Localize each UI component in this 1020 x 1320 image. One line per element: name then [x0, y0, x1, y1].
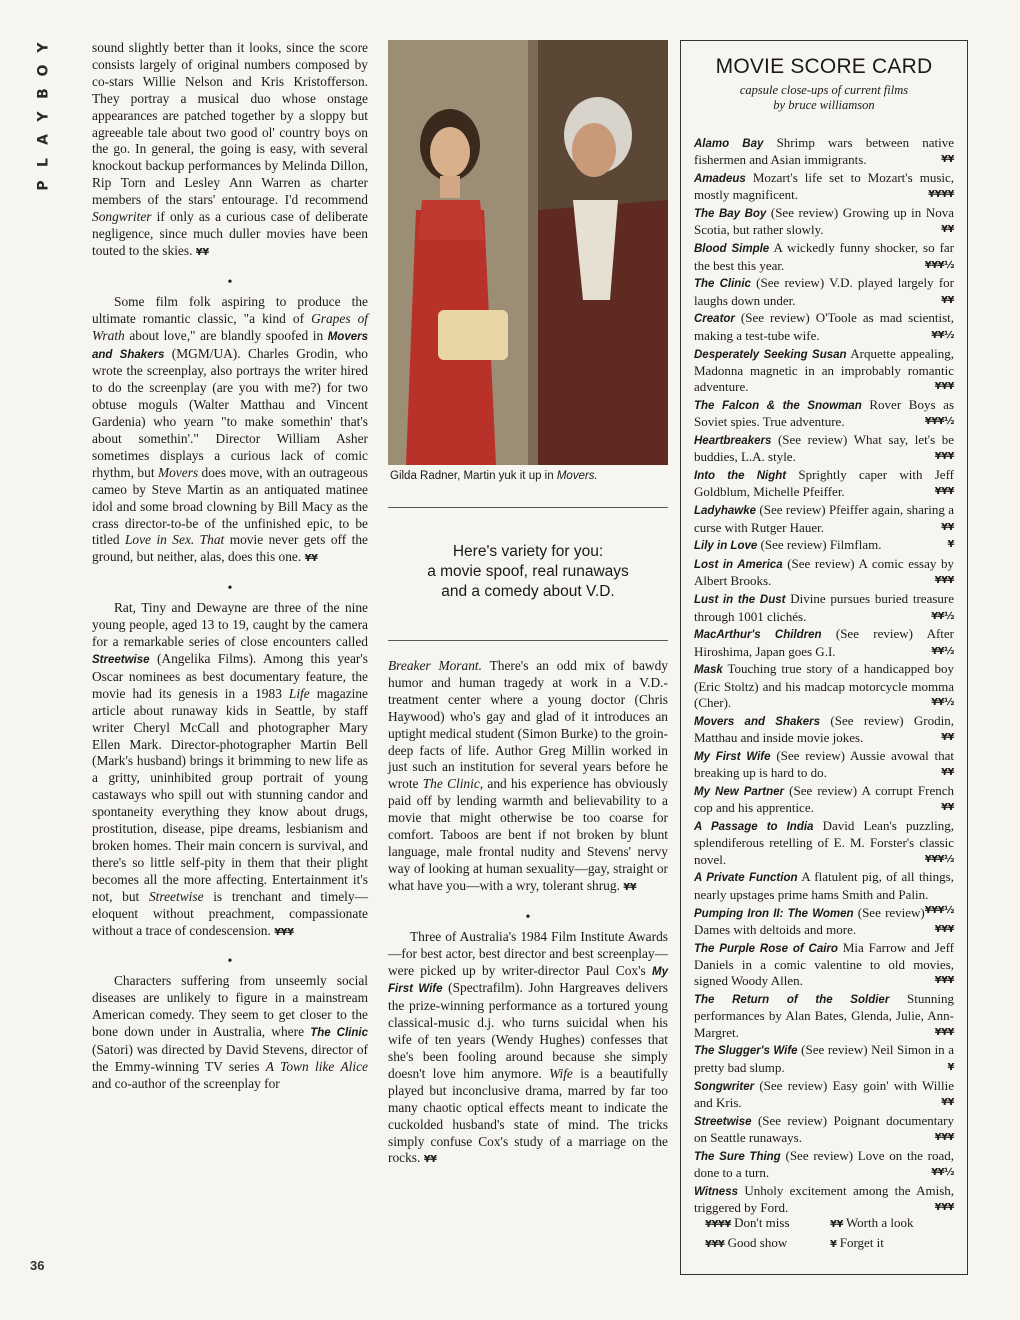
entry-title: The Bay Boy [694, 208, 767, 221]
entry-rating: ¥¥½ [931, 610, 954, 622]
entry-rating: ¥ [947, 539, 954, 551]
entry-title: The Falcon & the Snowman [694, 399, 862, 412]
scorecard-entry [694, 346, 954, 396]
entry-title: A Passage to India [694, 821, 814, 834]
entry-rating: ¥ [947, 1061, 954, 1073]
legend-label: Good show [727, 1235, 788, 1250]
scorecard-entry [694, 1113, 954, 1147]
entry-text: (See review) V.D. played largely for laughs down under. [694, 275, 955, 308]
section-bullet: • [227, 274, 233, 290]
scorecard-entry [694, 205, 954, 239]
scorecard-entry [694, 310, 954, 344]
entry-rating: ¥¥¥¥ [928, 189, 954, 201]
scorecard-entry [694, 1183, 954, 1217]
scorecard-entry [694, 591, 954, 625]
photo-illustration [388, 40, 668, 465]
entry-rating: ¥¥¥ [934, 381, 954, 393]
entry-text: Shrimp wars between native fishermen and Asian immigrants. [694, 135, 955, 168]
paragraph: Some film folk aspiring to produce the ultimate romantic classic, "a kind of Grapes of Wrath about love," are blandly spoofed in Movers and Shakers (MGM/UA). Charles Grodin, who wrote the screenplay, also portrays the writer hired to do the screenplay (are you with me?) for two obtuse moguls (Walter Matthau and Vincent Gardenia) who yearn "to make somethin' that's about somethin'." Director William Asher sometimes displays a curious lack of comic rhythm, but Movers does move, with an outrageous cameo by Steve Martin as an antiquated matinee idol and some broad clowning by Bill Macy as the crass director-to-be of the unfinished epic, to be titled Love in Sex. That movie never gets off the ground, but neither, alas, does this one. ¥¥ [92, 293, 368, 565]
entry-title: Mask [694, 664, 723, 677]
section-bullet: • [227, 954, 233, 970]
entry-text: Stunning performances by Alan Bates, Glenda, Julie, Ann-Margret. [694, 991, 954, 1040]
movie-still-photo [388, 40, 668, 465]
entry-rating: ¥¥¥½ [924, 259, 954, 271]
movie-score-card [680, 40, 968, 1275]
entry-text: (See review) After Hiroshima, Japan goes G.I. [694, 626, 954, 659]
entry-text: (See review) Poignant documentary on Seattle runaways. [694, 1112, 955, 1145]
entry-rating: ¥¥¥ [934, 975, 954, 987]
entry-rating: ¥¥ [941, 802, 954, 814]
entry-text: Touching true story of a handicapped boy (Eric Stoltz) and his madcap motorcycle momma (Cher). [694, 661, 954, 710]
masthead-letter: L [35, 158, 52, 167]
entry-title: Into the Night [694, 470, 787, 483]
masthead-letter: P [35, 180, 52, 191]
entry-rating: ¥¥¥ [934, 575, 954, 587]
scorecard-entry [694, 783, 954, 817]
photo-caption: Gilda Radner, Martin yuk it up in Movers. [390, 470, 598, 482]
entry-title: Songwriter [694, 1080, 755, 1093]
entry-text: (See review) Dames with deltoids and more. [694, 904, 925, 937]
entry-rating: ¥¥¥ [934, 486, 954, 498]
scorecard-entry [694, 818, 954, 868]
entry-title: Alamo Bay [694, 138, 764, 150]
scorecard-entry [694, 537, 954, 554]
entry-text: (See review) Filmflam. [760, 537, 882, 553]
entry-text: (See review) Love on the road, done to a turn. [694, 1147, 955, 1181]
entry-title: Movers and Shakers [694, 715, 821, 728]
entry-rating: ¥¥¥½ [924, 905, 954, 917]
scorecard-entry [694, 1078, 954, 1112]
entry-rating: ¥¥ [941, 521, 954, 533]
article-column-1 [92, 40, 368, 1093]
section-bullet: • [525, 909, 531, 925]
entry-title: My New Partner [694, 785, 785, 798]
scorecard-entry [694, 275, 954, 309]
entry-title: Desperately Seeking Susan [694, 348, 847, 361]
entry-text: (See review) Growing up in Nova Scotia, but rather slowly. [694, 205, 954, 238]
legend-label: Don't miss [734, 1215, 790, 1230]
entry-title: Heartbreakers [694, 435, 772, 448]
scorecard-entry [694, 502, 954, 536]
entry-rating: ¥¥½ [931, 645, 954, 657]
masthead-letter: B [35, 88, 52, 99]
entry-title: The Sure Thing [694, 1150, 781, 1163]
scorecard-subtitle [694, 83, 954, 113]
pull-quote-line: and a comedy about V.D. [441, 583, 615, 600]
pull-quote-line: Here's variety for you: [452, 543, 604, 560]
legend-item [705, 1214, 830, 1234]
entry-rating: ¥¥¥½ [924, 853, 954, 865]
entry-rating: ¥¥ [941, 294, 954, 306]
scorecard-entry [694, 661, 954, 711]
legend-stars: ¥¥¥ [705, 1239, 725, 1250]
section-bullet: • [227, 581, 233, 597]
page-number: 36 [30, 1258, 45, 1273]
scorecard-title: MOVIE SCORE CARD [715, 55, 933, 78]
magazine-masthead [24, 36, 64, 197]
legend-stars: ¥¥ [830, 1219, 843, 1230]
scorecard-entry [694, 1042, 954, 1076]
masthead-letter: Y [35, 42, 52, 53]
entry-text: (See review) A comic essay by Albert Brooks. [694, 556, 954, 589]
entry-text: (See review) Pfeiffer again, sharing a curse with Rutger Hauer. [694, 502, 955, 535]
entry-title: Lily in Love [694, 540, 758, 553]
entry-title: My First Wife [694, 750, 771, 763]
scorecard-entry [694, 713, 954, 747]
entry-title: Ladyhawke [694, 505, 756, 518]
entry-text: (See review) Grodin, Matthau and inside movie jokes. [694, 712, 954, 746]
masthead-letter: A [35, 134, 52, 145]
entry-title: Amadeus [694, 173, 746, 186]
entry-text: Rover Boys as Soviet spies. True adventure. [694, 396, 955, 430]
entry-title: The Return of the Soldier [694, 994, 890, 1007]
paragraph: sound slightly better than it looks, since the score consists largely of original numbers composed by co-stars Willie Nelson and Kris Kristofferson. They portray a musical duo whose onstage appearances are patched together by a sloppy but agreeable tale about two good ol' country boys on the go. In general, the going is easy, with several knockout backup performances by Melinda Dillon, Rip Torn and Lesley Ann Warren as charter members of the stars' entourage. I'd recommend Songwriter if only as a curious case of deliberate negligence, since much duller movies have been touted to the skies. ¥¥ [92, 40, 368, 258]
entry-title: Streetwise [694, 1115, 752, 1128]
entry-rating: ¥¥½ [931, 329, 954, 341]
scorecard-entry [694, 556, 954, 590]
rating-legend [705, 1214, 955, 1254]
entry-text: Arquette appealing, Madonna magnetic in an improbably romantic adventure. [694, 345, 954, 395]
legend-stars: ¥ [830, 1239, 837, 1250]
entry-rating: ¥¥ [941, 224, 954, 236]
entry-rating: ¥¥½ [931, 1167, 954, 1179]
entry-title: Pumping Iron II: The Women [694, 907, 854, 920]
scorecard-entry [694, 467, 954, 501]
scorecard-entry [694, 626, 954, 660]
pull-quote [392, 542, 664, 602]
entry-text: Divine pursues buried treasure through 1001 clichés. [694, 591, 955, 624]
scorecard-entry [694, 1148, 954, 1182]
masthead-letter: Y [35, 111, 52, 122]
entry-rating: ¥¥½ [931, 697, 954, 708]
entry-title: Blood Simple [694, 243, 770, 256]
entry-rating: ¥¥¥ [934, 451, 954, 463]
article-column-2 [388, 658, 668, 1169]
entry-text: (See review) A corrupt French cop and his apprentice. [694, 782, 955, 816]
legend-item [830, 1214, 955, 1234]
entry-title: Witness [694, 1185, 738, 1198]
entry-text: (See review) What say, let's be buddies, L.A. style. [694, 432, 954, 465]
entry-rating: ¥¥¥½ [924, 416, 954, 428]
entry-rating: ¥¥ [941, 1096, 954, 1108]
entry-title: MacArthur's Children [694, 629, 822, 642]
entry-title: The Purple Rose of Cairo [694, 942, 838, 955]
entry-text: A flatulent pig, of all things, nearly upstages prime hams Smith and Palin. [694, 869, 954, 902]
entry-rating: ¥¥¥ [934, 1202, 954, 1214]
divider [388, 640, 668, 641]
scorecard-entry [694, 748, 954, 782]
legend-label: Forget it [839, 1235, 884, 1250]
entry-rating: ¥¥ [941, 767, 954, 779]
entry-rating: ¥¥¥ [934, 1131, 954, 1143]
entry-text: (See review) Easy goin' with Willie and Kris. [694, 1077, 954, 1110]
entry-text: Sprightly caper with Jeff Goldblum, Michelle Pfeiffer. [694, 467, 954, 500]
scorecard-entries [694, 135, 954, 1216]
entry-text: Mia Farrow and Jeff Daniels in a comic valentine to old movies, signed Woody Allen. [694, 939, 954, 989]
entry-title: Lust in the Dust [694, 594, 786, 607]
scorecard-entry [694, 397, 954, 431]
entry-title: Creator [694, 313, 735, 326]
entry-text: (See review) Aussie avowal that breaking up is hard to do. [694, 747, 954, 781]
entry-text: David Lean's puzzling, splendiferous retelling of E. M. Forster's classic novel. [694, 818, 954, 867]
entry-text: Mozart's life set to Mozart's music, mostly magnificent. [694, 170, 955, 203]
paragraph: Characters suffering from unseemly social diseases are unlikely to figure in a mainstream American comedy. They seem to get closer to the bone down under in Australia, where The Clinic (Satori) was directed by David Stevens, director of the Emmy-winning TV series A Town like Alice and co-author of the screenplay for [92, 973, 368, 1091]
entry-title: The Slugger's Wife [694, 1045, 798, 1058]
scorecard-entry [694, 170, 954, 204]
legend-item [830, 1234, 955, 1254]
scorecard-entry [694, 991, 954, 1041]
scorecard-entry [694, 940, 954, 990]
entry-text: A wickedly funny shocker, so far the best this year. [694, 240, 954, 273]
entry-rating: ¥¥¥ [934, 1026, 954, 1038]
entry-rating: ¥¥ [941, 154, 954, 166]
scorecard-entry [694, 240, 954, 274]
legend-stars: ¥¥¥¥ [705, 1219, 731, 1230]
paragraph: Three of Australia's 1984 Film Institute Awards—for best actor, best director and best screenplay—were picked up by writer-director Paul Cox's My First Wife (Spectrafilm). John Hargreaves delivers the prize-winning performance as a tortured young classical-music d.j. who turns suicidal when his wife of ten years (Wendy Hughes) confesses that she's been fooling around because she simply doesn't love him anymore. Wife is a beautifully played but inconclusive drama, marred by far too many chaotic optical effects meant to indicate the cuckolded husband's state of mind. The tricks simply confuse Cox's study of a marriage on the rocks. ¥¥ [388, 928, 668, 1166]
paragraph: Rat, Tiny and Dewayne are three of the nine young people, aged 13 to 19, caught by the camera for a remarkable series of close encounters called Streetwise (Angelika Films). Among this year's Oscar nominees as best documentary feature, the movie had its genesis in a 1983 Life magazine article about runaway kids in Seattle, by staff writer Cheryl McCall and photographer Mary Ellen Mark. Director-photographer Martin Bell (Mark's husband) brings it brimming to new life as a gritty, uninhibited group portrait of young castaways who spill out with stunning candor and spontaneity everything they know about drugs, prostitution, disease, pipe dreams, lesbianism and broken homes. Their main concern is survival, and there's so little self-pity in them that their plight becomes all the more affecting. Entertainment it's not, but Streetwise is trenchant and timely—eloquent without preachment, compassionate without a trace of condescension. ¥¥¥ [92, 600, 368, 938]
entry-rating: ¥¥ [941, 732, 954, 744]
scorecard-byline: by bruce williamson [773, 98, 875, 112]
entry-title: The Clinic [694, 278, 751, 291]
masthead-letter: O [35, 64, 52, 77]
entry-title: A Private Function [694, 872, 798, 885]
entry-text: Unholy excitement among the Amish, triggered by Ford. [694, 1182, 955, 1216]
entry-text: (See review) Neil Simon in a pretty bad slump. [694, 1042, 955, 1075]
scorecard-subtitle-line: capsule close-ups of current films [739, 83, 909, 97]
legend-label: Worth a look [845, 1215, 914, 1230]
paragraph: Breaker Morant. There's an odd mix of bawdy humor and human tragedy at work in a V.D.-treatment center where a young doctor (Chris Haywood) who's gay and glad of it introduces an uptight medical student (Simon Burke) to the groin-deep facts of life. Author Greg Millin worked in just such an institution for several years before he wrote The Clinic, and his experience has obviously paid off by lending warmth and believability to a movie that might otherwise be too coarse for comfort. Taboos are bent if not broken by blunt language, male frontal nudity and Stevens' nervy way of looking at human sexuality—gay, straight or what have you—with a wry, tolerant shrug. ¥¥ [388, 658, 668, 893]
scorecard-entry [694, 135, 954, 169]
scorecard-entry [694, 432, 954, 466]
divider [388, 507, 668, 508]
entry-rating: ¥¥¥ [934, 923, 954, 935]
pull-quote-line: a movie spoof, real runaways [427, 563, 629, 580]
entry-title: Lost in America [694, 559, 783, 572]
entry-text: (See review) O'Toole as mad scientist, making a test-tube wife. [694, 310, 954, 343]
scorecard-entry [694, 905, 954, 939]
legend-item [705, 1234, 830, 1254]
